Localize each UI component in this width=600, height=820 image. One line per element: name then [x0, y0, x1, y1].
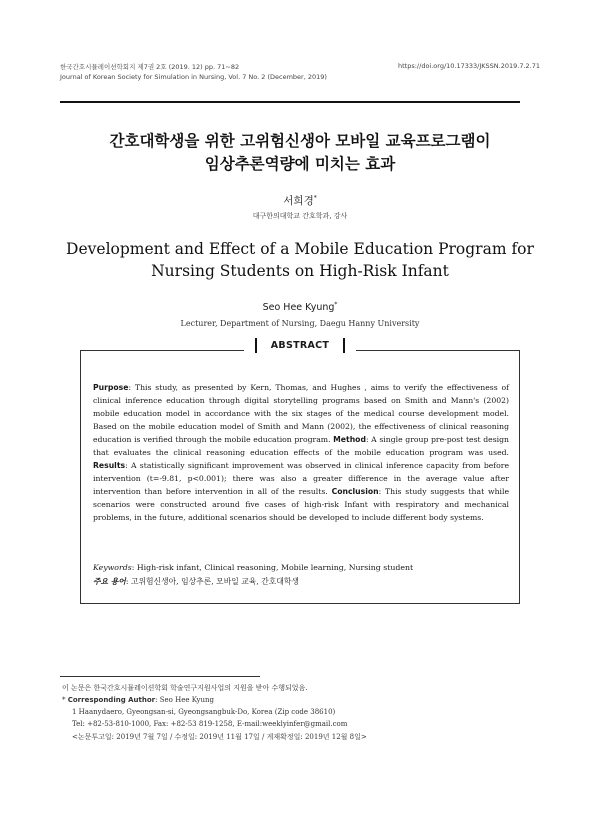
title-korean-line1: 간호대학생을 위한 고위험신생아 모바일 교육프로그램이: [109, 132, 491, 150]
conclusion-text: : This study suggests that while scenarios were constructed around five cases of high-risk Infant with respiratory and mechanical problems, in the future, additional scenarios should be developed to include different body systems.: [93, 487, 509, 522]
keywords-text-english: : High-risk infant, Clinical reasoning, Mobile learning, Nursing student: [131, 563, 414, 572]
method-text: : A single group pre-post test design that evaluates the clinical reasoning education effects of the mobile education program was used.: [93, 435, 510, 457]
abstract-heading: ABSTRACT: [270, 339, 330, 351]
author-english-name: Seo Hee Kyung: [262, 302, 335, 314]
abstract-body: [93, 381, 509, 524]
method-label: Method: [333, 435, 366, 444]
footnote-address: 1 Haanydaero, Gyeongsan-si, Gyeongsangbuk-Do, Korea (Zip code 38610): [72, 708, 336, 716]
purpose-label: Purpose: [93, 383, 129, 392]
purpose-text: : This study, as presented by Kern, Thomas, and Hughes , aims to verify the effectiveness of clinical inference education through digital storytelling programs based on Smith and Mann's (2002) mobile education model in accordance with the six stages of the medical course development model. Based on the mobile education model of Smith and Mann (2002), the effectiveness of clinical reasoning education is verified through the mobile education program.: [93, 383, 509, 444]
footnote-funding: 이 논문은 한국간호시뮬레이션학회 학술연구지원사업의 지원을 받아 수행되었음.: [62, 684, 308, 692]
corr-text: : Seo Hee Kyung: [155, 696, 214, 704]
keywords-english: [93, 563, 413, 572]
author-english: [0, 301, 600, 313]
keywords-korean: [93, 576, 299, 587]
footnote-rule: [60, 676, 260, 677]
author-korean: [0, 193, 600, 208]
doi-link[interactable]: https://doi.org/10.17333/JKSSN.2019.7.2.71: [398, 62, 540, 70]
affiliation-english: Lecturer, Department of Nursing, Daegu Hanny University: [180, 319, 420, 328]
keywords-label-english: Keywords: [93, 563, 132, 572]
results-label: Results: [93, 461, 126, 470]
conclusion-label: Conclusion: [331, 487, 379, 496]
footnote-contact: Tel: +82-53-810-1000, Fax: +82-53 819-1258, E-mail:weeklyinfer@gmail.com: [72, 720, 348, 728]
author-korean-mark: *: [313, 194, 317, 202]
author-english-mark: *: [334, 301, 338, 308]
footnote-corresponding-author: [62, 696, 214, 704]
title-english-line1: Development and Effect of a Mobile Education Program for: [66, 240, 534, 258]
journal-header-english: Journal of Korean Society for Simulation in Nursing, Vol. 7 No. 2 (December, 2019): [60, 73, 327, 81]
corr-mark: *: [62, 696, 66, 704]
affiliation-korean: 대구한의대학교 간호학과, 강사: [252, 212, 348, 220]
journal-header-korean: 한국간호시뮬레이션학회지 제7권 2호 (2019. 12) pp. 71~82: [60, 63, 240, 71]
keywords-text-korean: : 고위험신생아, 임상추론, 모바일 교육, 간호대학생: [125, 577, 299, 586]
title-english-line2: Nursing Students on High-Risk Infant: [151, 262, 449, 280]
results-text: : A statistically significant improvement was observed in clinical inference capacity from before intervention (t=-9.81, p<0.001); there was also a greater difference in the average value after intervention than before intervention in all of the results.: [93, 461, 509, 496]
corr-label: Corresponding Author: [67, 696, 156, 704]
abstract-heading-bar-right: [343, 338, 345, 353]
author-korean-name: 서희경: [283, 195, 314, 207]
footnote-dates: <논문투고일: 2019년 7월 7일 / 수정일: 2019년 11월 17일 / 게재확정일: 2019년 12월 8일>: [72, 733, 367, 741]
keywords-label-korean: 주요 용어: [93, 577, 126, 586]
abstract-heading-wrap: [244, 337, 356, 353]
header-rule: [60, 101, 520, 103]
title-korean-line2: 임상추론역량에 미치는 효과: [204, 155, 396, 173]
